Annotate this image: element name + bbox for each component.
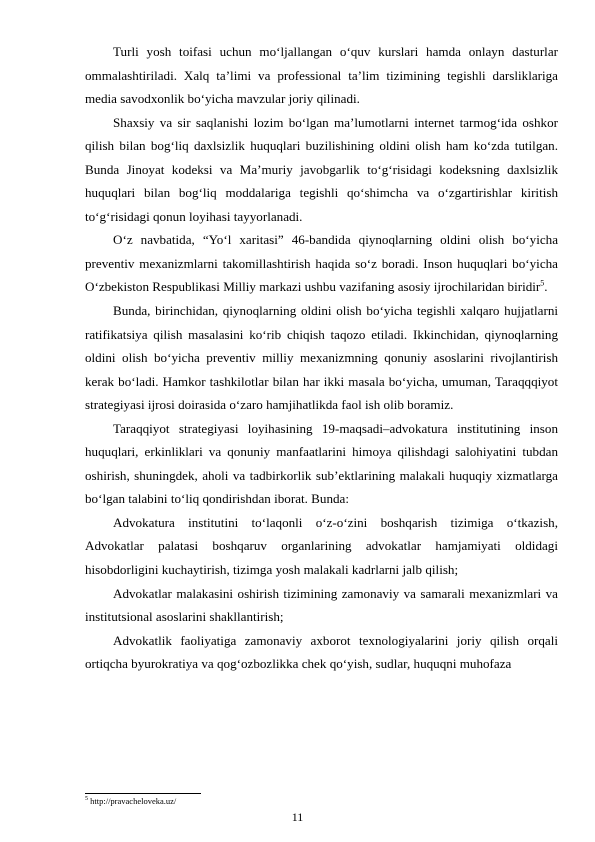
document-body: [85, 40, 558, 676]
paragraph-6: Advokatura institutini to‘laqonli o‘z-o‘zini boshqarish tizimiga o‘tkazish, Advokatlar palatasi boshqaruv organlarining advokatlar hamjamiyati oldidagi hisobdorligini kuchaytirish, tizimga yosh malakali kadrlarni jalb qilish;: [85, 514, 558, 578]
footnote: [85, 796, 176, 807]
paragraph-3: [85, 228, 558, 299]
paragraph-1: Turli yosh toifasi uchun mo‘ljallangan o‘quv kurslari hamda onlayn dasturlar ommalashtiriladi. Xalq ta’limi va professional ta’lim tizimining tegishli darsliklariga media savodxonlik bo‘yicha mavzular joriy qilinadi.: [85, 44, 558, 107]
footnote-reference[interactable]: 5: [540, 279, 545, 289]
paragraph-3-text: O‘z navbatida, “Yo‘l xaritasi” 46-bandida qiynoqlarning oldini olish bo‘yicha preventiv mexanizmlarni takomillashtirish haqida so‘z boradi. Inson huquqlari bo‘yicha O‘zbekiston Respublikasi Milliy markazi ushbu vazifaning asosiy ijrochilaridan biridir: [85, 232, 558, 295]
paragraph-7: Advokatlar malakasini oshirish tizimining zamonaviy va samarali mexanizmlari va institutsional asoslarini shakllantirish;: [85, 585, 558, 625]
paragraph-8: Advokatlik faoliyatiga zamonaviy axborot texnologiyalarini joriy qilish orqali ortiqcha byurokratiya va qog‘ozbozlikka chek qo‘yish, sudlar, huquqni muhofaza: [85, 632, 558, 672]
footnote-divider: [85, 793, 201, 794]
footnote-link[interactable]: http://pravacheloveka.uz/: [90, 796, 177, 806]
footnote-number: 5: [85, 796, 88, 803]
paragraph-5: Taraqqiyot strategiyasi loyihasining 19-maqsadi–advokatura institutining inson huquqlari, erkinliklari va qonuniy manfaatlarini himoya qilishdagi salohiyatini tubdan oshirish, shuningdek, aholi va tadbirkorlik sub’ektlarining malakali huquqiy xizmatlarga bo‘lgan talabini to‘liq qondirishdan iborat. Bunda:: [85, 420, 558, 507]
page-number: 11: [291, 810, 304, 824]
paragraph-4: Bunda, birinchidan, qiynoqlarning oldini olish bo‘yicha tegishli xalqaro hujjatlarni ratifikatsiya qilish masalasini ko‘rib chiqish taqozo etiladi. Ikkinchidan, qiynoqlarning oldini olish bo‘yicha preventiv milliy mexanizmning qonuniy asoslarini rivojlantirish kerak bo‘ladi. Hamkor tashkilotlar bilan har ikki masala bo‘yicha, umuman, Taraqqqiyot strategiyasi ijrosi doirasida o‘zaro hamjihatlikda faol ish olib boramiz.: [85, 303, 558, 413]
paragraph-3-tail: .: [544, 279, 548, 295]
paragraph-2: Shaxsiy va sir saqlanishi lozim bo‘lgan ma’lumotlarni internet tarmog‘ida oshkor qilish bilan bog‘liq daxlsizlik huquqlari buzilishining oldini olish ham ko‘zda tutilgan. Bunda Jinoyat kodeksi va Ma’muriy javobgarlik to‘g‘risidagi kodeksning daxlsizlik huquqlari bilan bog‘liq moddalariga tegishli qo‘shimcha va o‘zgartirishlar kiritish to‘g‘risidagi qonun loyihasi tayyorlanadi.: [85, 114, 558, 224]
